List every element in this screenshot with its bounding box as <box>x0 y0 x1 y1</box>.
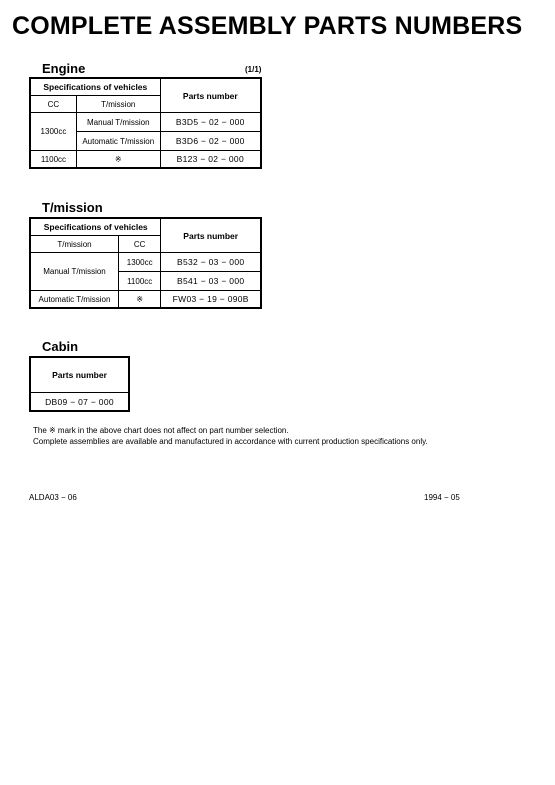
table-row <box>30 151 261 169</box>
engine-tmission-header: T/mission <box>76 96 160 113</box>
engine-cc-header: CC <box>30 96 76 113</box>
cabin-table <box>29 356 130 412</box>
engine-spec-header: Specifications of vehicles <box>30 78 160 96</box>
note-mark: The ※ mark in the above chart does not affect on part number selection. <box>33 426 289 435</box>
tmission-spec-header: Specifications of vehicles <box>30 218 161 236</box>
tmission-tmission-header: T/mission <box>30 236 118 253</box>
tmission-type-cell: Manual T/mission <box>30 253 118 291</box>
engine-cc-cell: 1300cc <box>30 113 76 151</box>
footer-code: ALDA03 − 06 <box>29 493 77 502</box>
engine-part-number: B3D6 − 02 − 000 <box>160 132 261 151</box>
engine-parts-header: Parts number <box>160 78 261 113</box>
page-title: COMPLETE ASSEMBLY PARTS NUMBERS <box>12 12 523 40</box>
engine-tmission-cell: Manual T/mission <box>76 113 160 132</box>
engine-cc-cell: 1100cc <box>30 151 76 169</box>
engine-tmission-cell: Automatic T/mission <box>76 132 160 151</box>
engine-part-number: B3D5 − 02 − 000 <box>160 113 261 132</box>
tmission-cc-cell: 1100cc <box>118 272 160 291</box>
cabin-part-number: DB09 − 07 − 000 <box>30 393 129 412</box>
tmission-part-number: B532 − 03 − 000 <box>161 253 261 272</box>
table-row <box>30 253 261 272</box>
tmission-cc-cell: ※ <box>118 291 160 309</box>
footer-date: 1994 − 05 <box>424 493 460 502</box>
page-count: (1/1) <box>245 65 262 74</box>
engine-section-title: Engine <box>42 61 86 76</box>
table-row <box>30 393 129 412</box>
table-row <box>30 113 261 132</box>
table-row <box>30 291 261 309</box>
tmission-cc-header: CC <box>118 236 160 253</box>
cabin-parts-header: Parts number <box>30 357 129 393</box>
tmission-parts-header: Parts number <box>161 218 261 253</box>
tmission-cc-cell: 1300cc <box>118 253 160 272</box>
tmission-part-number: FW03 − 19 − 090B <box>161 291 261 309</box>
cabin-section-title: Cabin <box>42 339 79 354</box>
tmission-table <box>29 217 262 309</box>
tmission-section-title: T/mission <box>42 200 103 215</box>
engine-part-number: B123 − 02 − 000 <box>160 151 261 169</box>
engine-tmission-cell: ※ <box>76 151 160 169</box>
engine-table <box>29 77 262 169</box>
tmission-type-cell: Automatic T/mission <box>30 291 118 309</box>
tmission-part-number: B541 − 03 − 000 <box>161 272 261 291</box>
note-availability: Complete assemblies are available and manufactured in accordance with current production specifications only. <box>33 437 428 446</box>
